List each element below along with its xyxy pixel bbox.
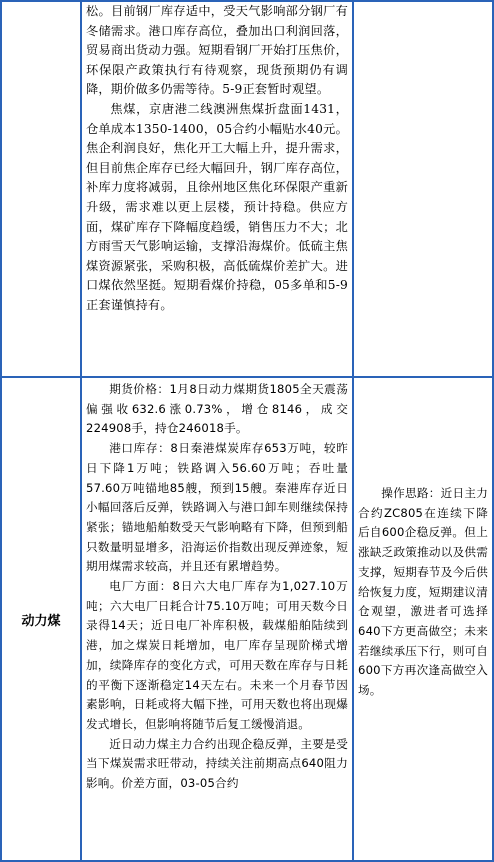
column-divider-2 [352,0,354,862]
thermal-coal-label: 动力煤 [21,613,61,629]
strategy-paragraph: 操作思路：近日主力合约ZC805在连续下降后自600企稳反弹。但上涨缺乏政策推动以及供需支撑，短期春节及今后供给恢复力度，短期建议清仓观望，激进者可选择640下方更高做空；未来若继续承压下行，则可自600下方再次逢高做空入场。 [358,486,488,698]
coke-analysis-cell [86,2,348,376]
power-plant-paragraph: 电厂方面：8日六大电厂库存为1,027.10万吨；六大电厂日耗合计75.10万吨；可用天数今日录得14天；近日电厂补库积极，载煤船舶陆续到港，加之煤炭日耗增加，电厂库存呈现阶梯式增加，续降库存的变化方式，可用天数在库存与日耗的平衡下逐渐稳定14天左右。未来一个月春节因素影响，日耗或将大幅下挫，可用天数也将出现爆发式增长，但影响将随节后复工缓慢消退。 [86,579,348,731]
outlook-paragraph: 近日动力煤主力合约出现企稳反弹，主要是受当下煤炭需求旺带动，持续关注前期高点640阻力影响。价差方面，03-05合约 [86,736,348,791]
coke-paragraph: 松。目前钢厂库存适中，受天气影响部分钢厂有冬储需求。港口库存高位，叠加出口利润回落，贸易商出货动力强。短期看钢厂开始打压焦价，环保限产政策执行有待观察，现货预期仍有调降，期价做多仍需等待。5-9正套暂时观望。 [86,4,348,97]
coking-coal-paragraph: 焦煤，京唐港二线澳洲焦煤折盘面1431，仓单成本1350-1400，05合约小幅贴水40元。焦企利润良好，焦化开工大幅上升，提升需求，但目前焦企库存已经大幅回升，钢厂库存高位，补库力度将减弱，且徐州地区焦化环保限产重新升级，需求难以更上层楼，预计持稳。供应方面，煤矿库存下降幅度趋缓，销售压力不大；北方雨雪天气影响运输，支撑沿海煤价。低硫主焦煤资源紧张，采购积极，高低硫煤价差扩大。进口煤依然坚挺。短期看煤价持稳，05多单和5-9正套谨慎持有。 [86,101,348,312]
port-inventory-paragraph: 港口库存：8日秦港煤炭库存653万吨，较昨日下降1万吨；铁路调入56.60万吨；吞吐量57.60万吨锚地85艘，预到15艘。秦港库存近日小幅回落后反弹，铁路调入与港口卸车则继续保持紧张；锚地船舶数受天气影响略有下降，但预到船只数量明显增多，沿海运价指数出现反弹迹象，短期用煤需求较高，并且还有累增趋势。 [86,441,348,574]
thermal-coal-analysis-cell [86,380,348,860]
strategy-cell [358,484,488,764]
futures-price-paragraph: 期货价格：1月8日动力煤期货1805全天震荡偏强收632.6涨0.73%，增仓8146，成交224908手，持仓246018手。 [86,382,348,436]
column-divider-1 [80,0,82,862]
